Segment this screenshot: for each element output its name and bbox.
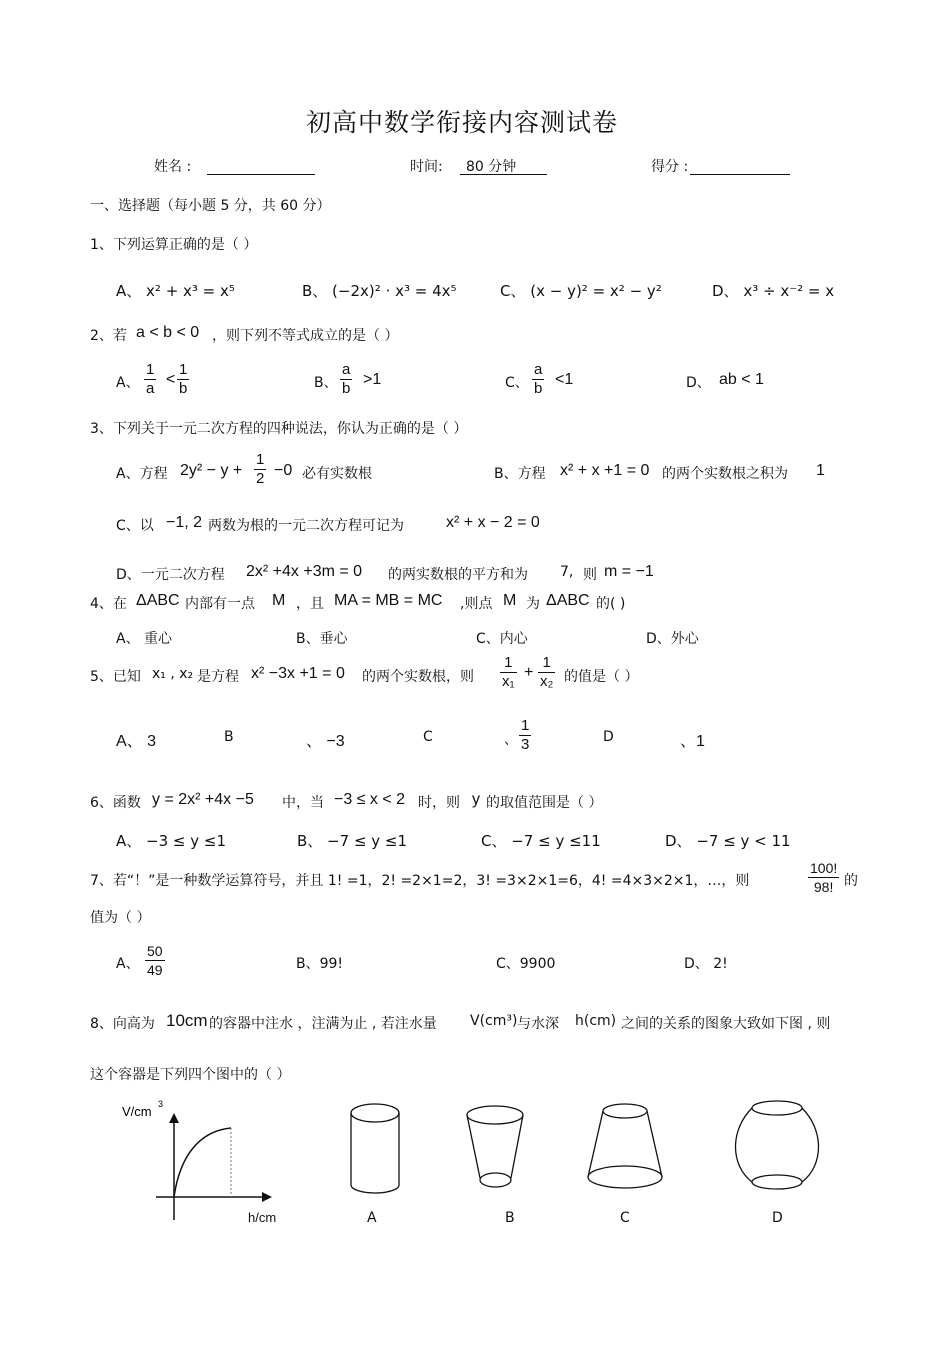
q8-text-2: 与水深	[517, 1016, 559, 1032]
q4-option-d[interactable]: D、外心	[646, 631, 699, 647]
time-label: 时间:	[410, 159, 443, 175]
q4-equation: MA = MB = MC	[334, 592, 443, 609]
q6-option-d[interactable]: D、 −7 ≤ y < 11	[665, 832, 791, 850]
q5-fraction-1: $\frac{1}{\text{x₁}}$	[502, 654, 515, 690]
q5-option-c-fraction: $\frac{1}{3}$	[521, 717, 530, 753]
q2-a-fraction-1: $\frac{1}{a}$	[146, 361, 155, 397]
q8-stem-line-2: 这个容器是下列四个图中的（ ）	[90, 1067, 291, 1083]
q4-text-end: 的( )	[596, 596, 626, 612]
q4-point: M	[272, 592, 286, 609]
q6-text-end: 的取值范围是（ ）	[486, 795, 603, 811]
question-4-stem-pre: 4、在	[90, 596, 127, 612]
question-5-stem-pre: 5、已知	[90, 669, 141, 685]
q8-depth: h(cm)	[575, 1013, 617, 1029]
q7-stem-line-2: 值为（ ）	[90, 910, 151, 926]
q1-option-d[interactable]: D、 x³ ÷ x⁻² = x	[712, 282, 835, 300]
question-1-stem: 1、下列运算正确的是（ ）	[90, 237, 258, 253]
q7-fraction: $\frac{100!}{98!}$	[810, 860, 838, 895]
container-label-a: A	[367, 1210, 377, 1226]
q4-option-a[interactable]: A、 重心	[116, 631, 173, 647]
q5-option-c-letter[interactable]: C	[423, 729, 433, 745]
q3-b-value: 1	[816, 462, 825, 479]
q2-option-a-label[interactable]: A、	[116, 375, 140, 391]
q3-d-text: 的两实数根的平方和为	[388, 567, 528, 583]
container-label-c: C	[620, 1210, 630, 1226]
q2-option-c-label[interactable]: C、	[505, 375, 529, 391]
q5-option-b-value: 、 −3	[306, 733, 345, 750]
q7-option-d[interactable]: D、 2!	[684, 956, 728, 972]
name-blank[interactable]	[207, 173, 315, 175]
q3-c-text: 两数为根的一元二次方程可记为	[208, 518, 404, 534]
time-underline	[460, 173, 547, 175]
q4-triangle-2: ΔABC	[546, 592, 590, 609]
q5-plus: +	[524, 664, 534, 681]
q2-a-fraction-2: $\frac{1}{b}$	[179, 361, 188, 397]
container-b-cup[interactable]	[460, 1100, 530, 1200]
q8-text-1: 的容器中注水 ，注满为止 , 若注水量	[209, 1016, 437, 1032]
q1-option-c[interactable]: C、 (x − y)² = x² − y²	[500, 282, 662, 300]
q3-a-equation: 2y² − y +	[180, 462, 243, 479]
q4-text-1: 内部有一点	[185, 596, 255, 612]
q4-point-2: M	[503, 592, 517, 609]
q6-range: −3 ≤ x < 2	[334, 791, 406, 808]
question-2-stem-pre: 2、若	[90, 328, 127, 344]
q2-c-relation: <1	[555, 371, 574, 388]
q3-option-b-label[interactable]: B、方程	[494, 466, 546, 482]
q3-option-a-label[interactable]: A、方程	[116, 466, 168, 482]
q6-text-1: 中，当	[282, 795, 324, 811]
question-2-stem-post: ，则下列不等式成立的是（ ）	[212, 328, 399, 344]
q5-text-end: 的值是（ ）	[564, 669, 639, 685]
question-7-stem: 7、若“！”是一种数学运算符号，并且 1! =1，2! =2×1=2，3! =3×2×1=6，4! =4×3×2×1，…，则	[90, 873, 750, 889]
question-3-stem: 3、下列关于一元二次方程的四种说法，你认为正确的是（ ）	[90, 421, 468, 437]
q6-text-2: 时，则	[418, 795, 460, 811]
q4-text-2: ，且	[296, 596, 324, 612]
score-label: 得分 :	[651, 159, 689, 175]
q4-text-4: 为	[526, 596, 540, 612]
q6-variable: y	[472, 791, 480, 808]
volume-curve	[174, 1128, 231, 1197]
name-label: 姓名 :	[154, 159, 192, 175]
container-c-frustum[interactable]	[580, 1095, 675, 1200]
q5-option-c-sep: 、	[504, 732, 518, 748]
q4-option-b[interactable]: B、垂心	[296, 631, 348, 647]
q5-equation: x² −3x +1 = 0	[251, 665, 345, 682]
question-8-stem-pre: 8、向高为	[90, 1016, 155, 1032]
q2-option-b-label[interactable]: B、	[314, 375, 338, 391]
q3-a-text: 必有实数根	[302, 466, 372, 482]
y-axis-arrow-icon	[169, 1113, 179, 1123]
q5-option-d-value: 、1	[680, 733, 705, 750]
q5-roots: x₁ , x₂	[152, 666, 194, 682]
q7-stem-end: 的	[844, 873, 858, 889]
q2-b-relation: >1	[363, 371, 382, 388]
q2-c-fraction: $\frac{a}{b}$	[534, 361, 543, 397]
q3-b-text: 的两个实数根之积为	[662, 466, 788, 482]
q3-a-equation-end: −0	[274, 462, 293, 479]
q5-text-1: 是方程	[197, 669, 239, 685]
q3-option-c-label[interactable]: C、以	[116, 518, 154, 534]
q1-option-a[interactable]: A、 x² + x³ = x⁵	[116, 282, 235, 300]
q3-d-then: 则	[583, 567, 597, 583]
q6-option-a[interactable]: A、 −3 ≤ y ≤1	[116, 832, 227, 850]
q5-option-d-letter[interactable]: D	[603, 729, 614, 745]
q3-b-equation: x² + x +1 = 0	[560, 462, 650, 479]
q1-option-b[interactable]: B、 (−2x)² · x³ = 4x⁵	[302, 282, 457, 300]
q5-option-a[interactable]: A、 3	[116, 733, 157, 750]
section-heading: 一、选择题（每小题 5 分，共 60 分）	[90, 198, 331, 214]
container-a-cylinder[interactable]	[340, 1100, 410, 1200]
q4-text-3: ,则点	[460, 596, 493, 612]
q3-d-result: m = −1	[604, 563, 654, 580]
q8-volume: V(cm³)	[470, 1013, 518, 1029]
q4-triangle: ΔABC	[136, 592, 180, 609]
x-axis-arrow-icon	[262, 1192, 272, 1202]
q4-option-c[interactable]: C、内心	[476, 631, 528, 647]
q8-y-axis-label: V/cm	[122, 1104, 152, 1119]
question-2-condition: a < b < 0	[136, 324, 200, 341]
container-label-b: B	[505, 1210, 515, 1226]
q2-a-relation: <	[166, 371, 176, 388]
q5-text-2: 的两个实数根，则	[362, 669, 474, 685]
q8-x-axis-label: h/cm	[248, 1210, 277, 1225]
time-value: 80 分钟	[466, 159, 517, 175]
q6-function: y = 2x² +4x −5	[152, 791, 254, 808]
q7-option-c[interactable]: C、9900	[496, 956, 556, 972]
q5-option-b-letter[interactable]: B	[224, 729, 234, 745]
q2-option-d-label[interactable]: D、	[686, 375, 711, 391]
q8-text-end: 之间的关系的图象大致如下图 , 则	[621, 1016, 831, 1032]
q6-option-c[interactable]: C、 −7 ≤ y ≤11	[481, 832, 601, 850]
q3-d-value: 7,	[560, 564, 574, 580]
q6-option-b[interactable]: B、 −7 ≤ y ≤1	[297, 832, 408, 850]
q3-d-equation: 2x² +4x +3m = 0	[246, 563, 363, 580]
question-6-stem-pre: 6、函数	[90, 795, 141, 811]
container-d-barrel[interactable]	[730, 1095, 825, 1200]
q7-option-a-fraction: $\frac{50}{49}$	[147, 943, 163, 978]
q3-option-d-label[interactable]: D、一元二次方程	[116, 567, 225, 583]
q2-b-fraction: $\frac{a}{b}$	[342, 361, 351, 397]
score-blank[interactable]	[690, 173, 790, 175]
q8-height: 10cm	[166, 1011, 208, 1030]
q7-option-b[interactable]: B、99!	[296, 956, 344, 972]
q3-c-roots: −1, 2	[166, 514, 203, 531]
q8-y-axis-exponent: 3	[158, 1099, 164, 1109]
page-title: 初高中数学衔接内容测试卷	[305, 108, 618, 137]
container-label-d: D	[772, 1210, 783, 1226]
q3-a-fraction: $\frac{1}{2}$	[256, 451, 265, 487]
q3-c-equation: x² + x − 2 = 0	[446, 514, 540, 531]
q5-fraction-2: $\frac{1}{\text{x₂}}$	[540, 654, 554, 690]
q2-option-d-expr: ab < 1	[719, 371, 764, 388]
q7-option-a-label[interactable]: A、	[116, 956, 140, 972]
